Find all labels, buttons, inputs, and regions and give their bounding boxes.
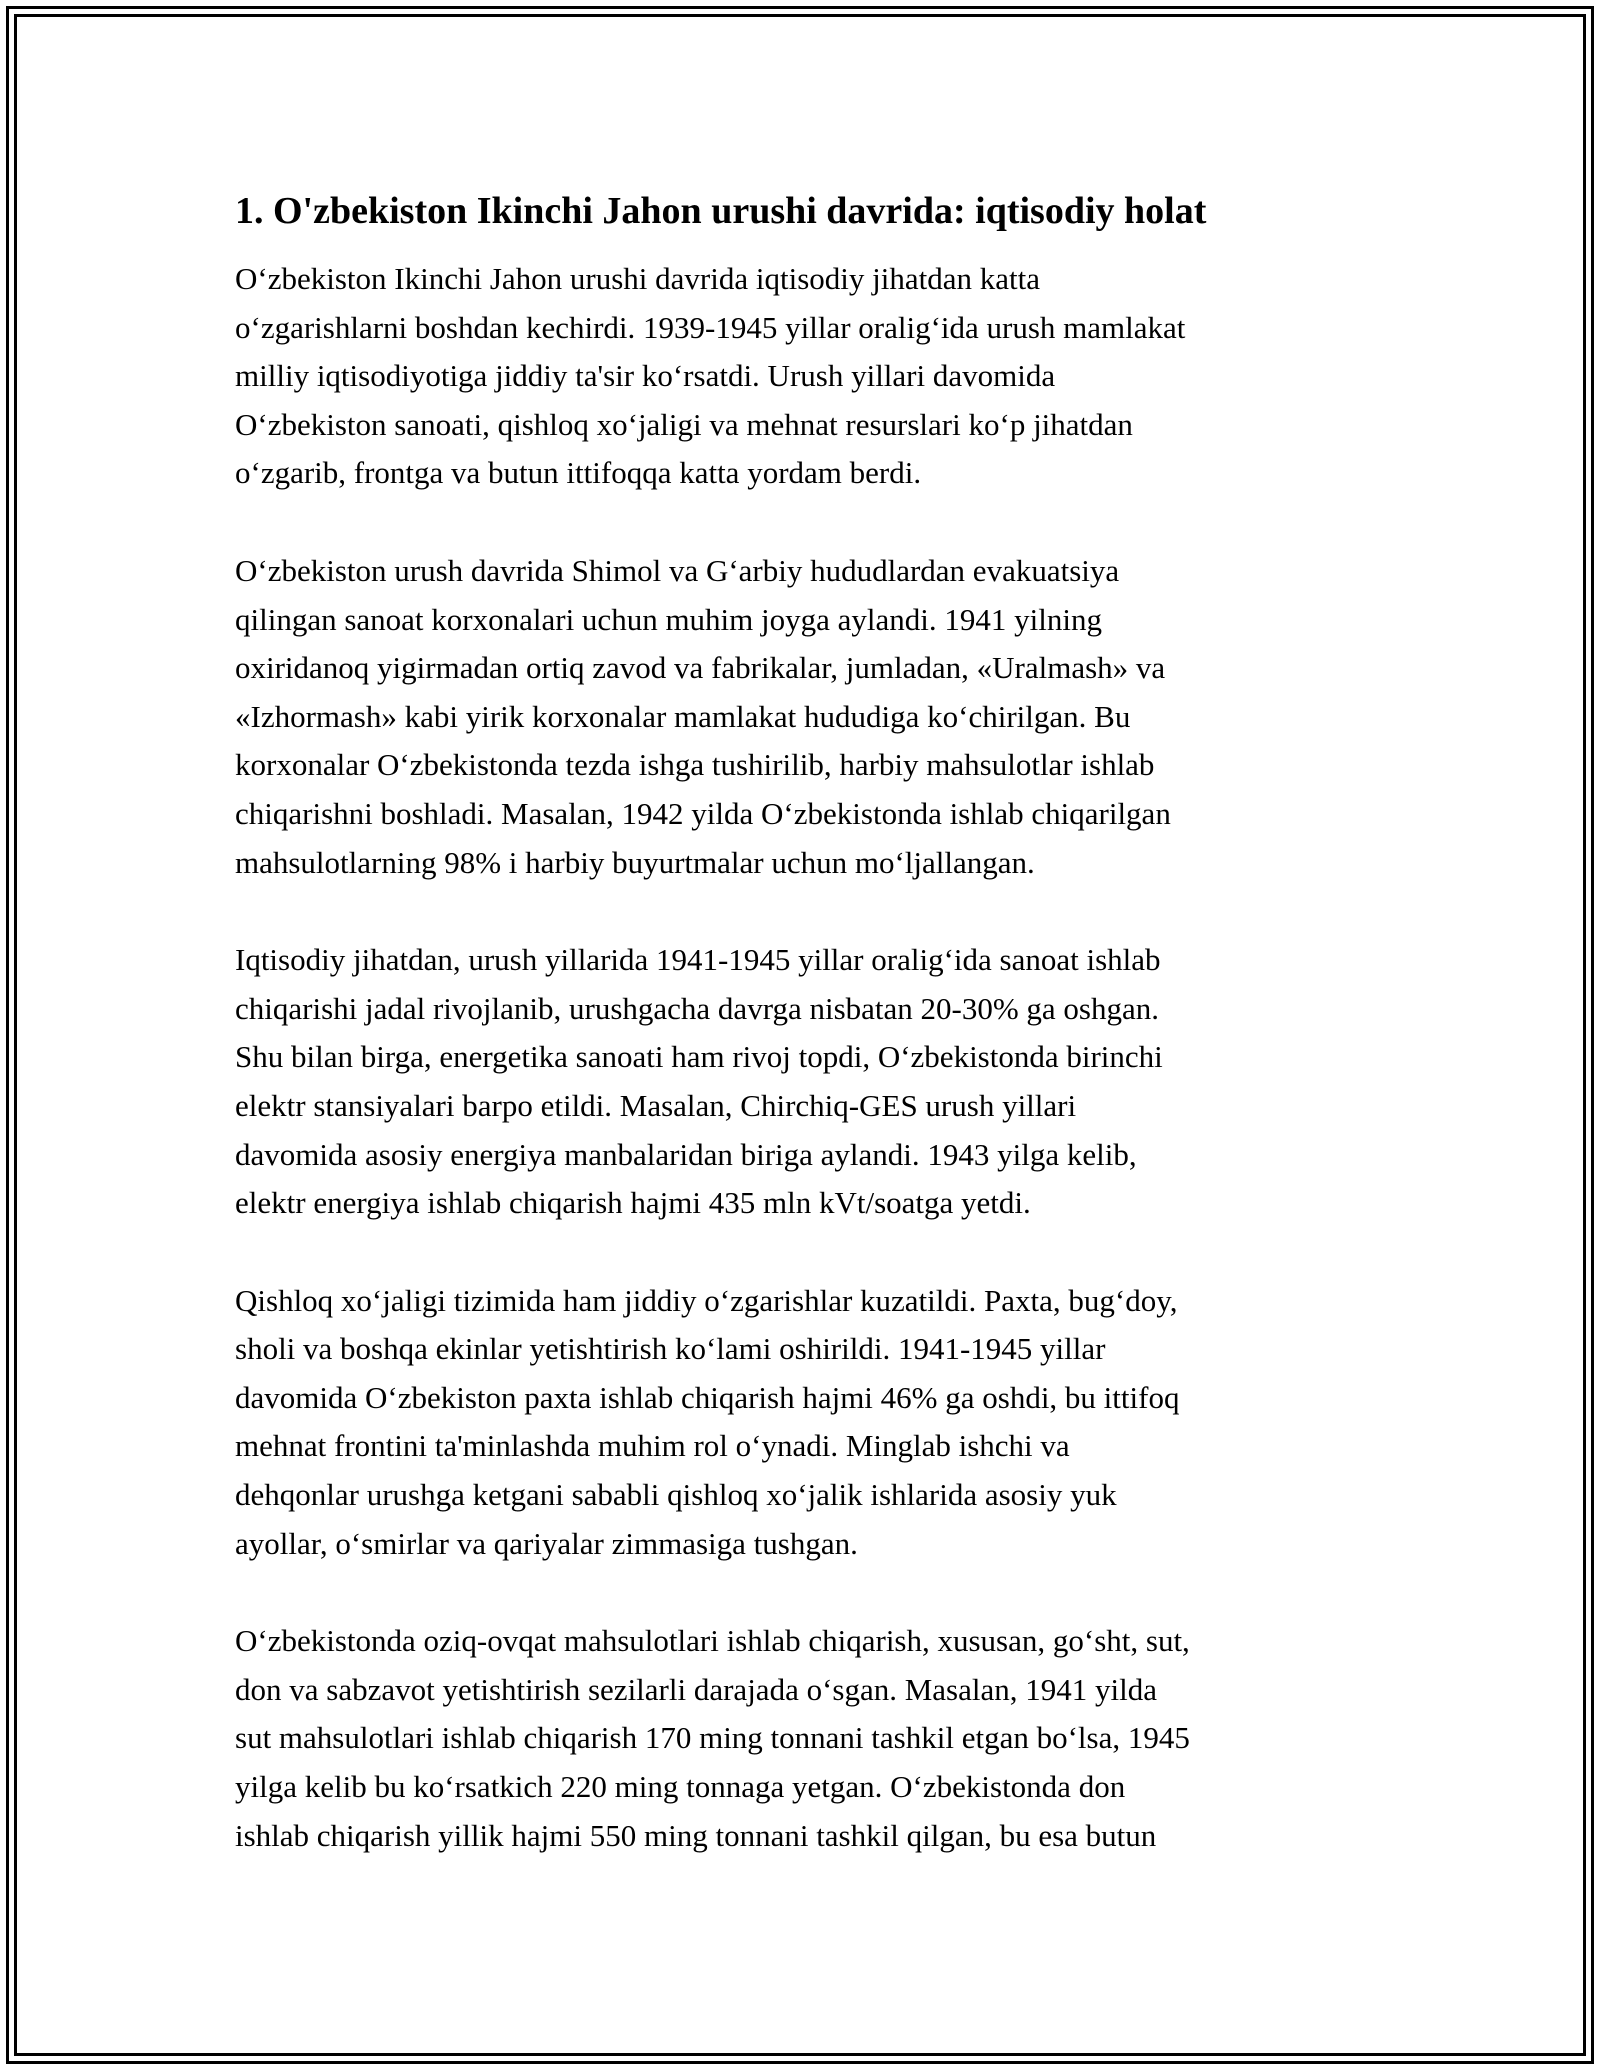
section-heading: 1. O'zbekiston Ikinchi Jahon urushi davrida: iqtisodiy holat (235, 190, 1207, 232)
document-body (235, 183, 1375, 1909)
paragraph-5: O‘zbekistonda oziq-ovqat mahsulotlari ishlab chiqarish, xususan, go‘sht, sut, don va sabzavot yetishtirish sezilarli darajada o‘sgan. Masalan, 1941 yilda sut mahsulotlari ishlab chiqarish 170 ming tonnani tashkil etgan bo‘lsa, 1945 yilga kelib bu ko‘rsatkich 220 ming tonnaga yetgan. O‘zbekistonda don ishlab chiqarish yillik hajmi 550 ming tonnani tashkil qilgan, bu esa butun (235, 1623, 1190, 1853)
paragraph-3: Iqtisodiy jihatdan, urush yillarida 1941-1945 yillar oralig‘ida sanoat ishlab chiqarishi jadal rivojlanib, urushgacha davrga nisbatan 20-30% ga oshgan. Shu bilan birga, energetika sanoati ham rivoj topdi, O‘zbekistonda birinchi elektr stansiyalari barpo etildi. Masalan, Chirchiq-GES urush yillari davomida asosiy energiya manbalaridan biriga aylandi. 1943 yilga kelib, elektr energiya ishlab chiqarish hajmi 435 mln kVt/soatga yetdi. (235, 942, 1163, 1221)
paragraph-2: O‘zbekiston urush davrida Shimol va G‘arbiy hududlardan evakuatsiya qilingan sanoat korxonalari uchun muhim joyga aylandi. 1941 yilning oxiridanoq yigirmadan ortiq zavod va fabrikalar, jumladan, «Uralmash» va «Izhormash» kabi yirik korxonalar mamlakat hududiga ko‘chirilgan. Bu korxonalar O‘zbekistonda tezda ishga tushirilib, harbiy mahsulotlar ishlab chiqarishni boshladi. Masalan, 1942 yilda O‘zbekistonda ishlab chiqarilgan mahsulotlarning 98% i harbiy buyurtmalar uchun mo‘ljallangan. (235, 552, 1171, 880)
paragraph-4: Qishloq xo‘jaligi tizimida ham jiddiy o‘zgarishlar kuzatildi. Paxta, bug‘doy, sholi va boshqa ekinlar yetishtirish ko‘lami oshirildi. 1941-1945 yillar davomida O‘zbekiston paxta ishlab chiqarish hajmi 46% ga oshdi, bu ittifoq mehnat frontini ta'minlashda muhim rol o‘ynadi. Minglab ishchi va dehqonlar urushga ketgani sababli qishloq xo‘jalik ishlarida asosiy yuk ayollar, o‘smirlar va qariyalar zimmasiga tushgan. (235, 1282, 1180, 1561)
paragraph-1: O‘zbekiston Ikinchi Jahon urushi davrida iqtisodiy jihatdan katta o‘zgarishlarni boshdan kechirdi. 1939-1945 yillar oralig‘ida urush mamlakat milliy iqtisodiyotiga jiddiy ta'sir ko‘rsatdi. Urush yillari davomida O‘zbekiston sanoati, qishloq xo‘jaligi va mehnat resurslari ko‘p jihatdan o‘zgarib, frontga va butun ittifoqqa katta yordam berdi. (235, 261, 1186, 491)
